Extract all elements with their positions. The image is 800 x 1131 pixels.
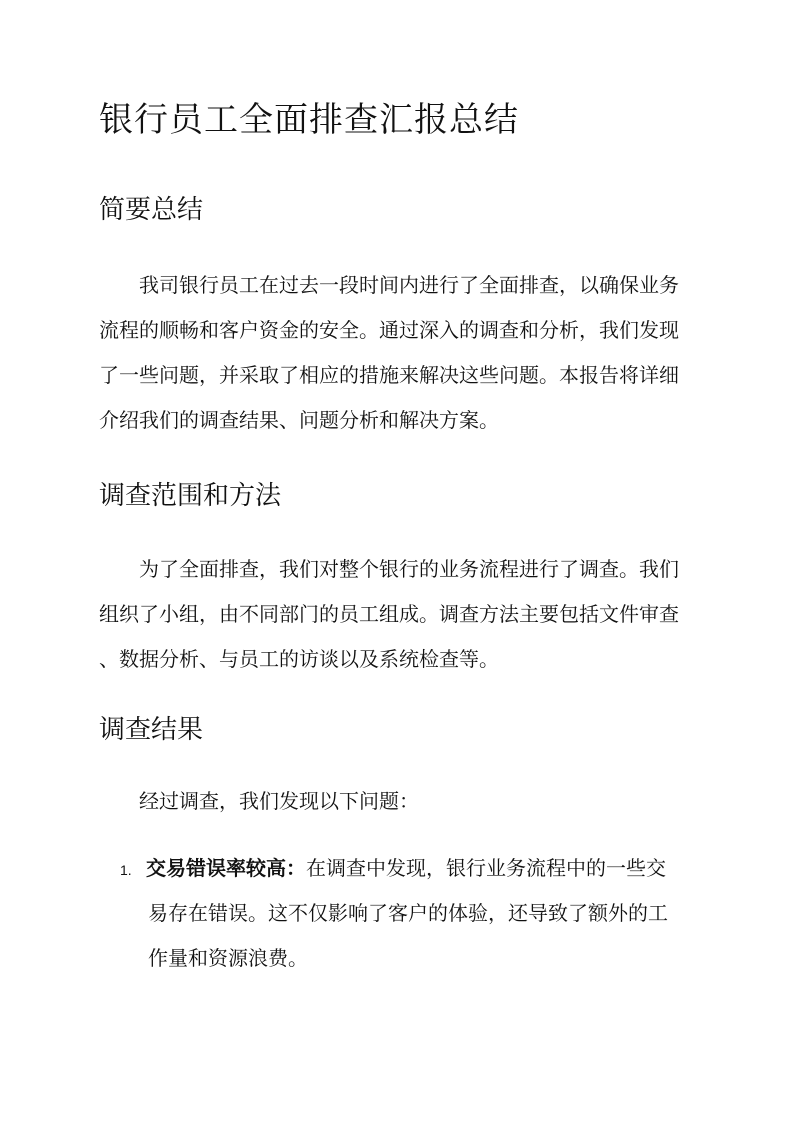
paragraph-line: 流程的顺畅和客户资金的安全。通过深入的调查和分析，我们发现 bbox=[99, 318, 679, 342]
scope-method-paragraph bbox=[99, 547, 701, 682]
list-number: 1. bbox=[120, 862, 132, 878]
list-item-text: 易存在错误。这不仅影响了客户的体验，还导致了额外的工 bbox=[148, 901, 668, 925]
paragraph-line: 经过调查，我们发现以下问题： bbox=[139, 789, 419, 813]
section-heading-summary: 简要总结 bbox=[99, 195, 204, 225]
paragraph-line: 组织了小组，由不同部门的员工组成。调查方法主要包括文件审查 bbox=[99, 602, 679, 626]
paragraph-line: 介绍我们的调查结果、问题分析和解决方案。 bbox=[99, 408, 499, 432]
list-item-text: 在调查中发现，银行业务流程中的一些交 bbox=[306, 856, 666, 880]
list-item-term: 交易错误率较高： bbox=[146, 856, 306, 880]
paragraph-line: 了一些问题，并采取了相应的措施来解决这些问题。本报告将详细 bbox=[99, 363, 679, 387]
paragraph-line: 为了全面排查，我们对整个银行的业务流程进行了调查。我们 bbox=[139, 557, 679, 581]
paragraph-line: 我司银行员工在过去一段时间内进行了全面排查，以确保业务 bbox=[139, 273, 679, 297]
list-item-text: 作量和资源浪费。 bbox=[148, 946, 308, 970]
section-heading-results: 调查结果 bbox=[99, 715, 204, 745]
list-item-body bbox=[146, 846, 700, 981]
paragraph-line: 、数据分析、与员工的访谈以及系统检查等。 bbox=[99, 647, 499, 671]
results-intro bbox=[99, 779, 701, 824]
document-title: 银行员工全面排查汇报总结 bbox=[99, 100, 519, 140]
section-heading-scope-method: 调查范围和方法 bbox=[99, 481, 282, 511]
summary-paragraph bbox=[99, 263, 701, 443]
